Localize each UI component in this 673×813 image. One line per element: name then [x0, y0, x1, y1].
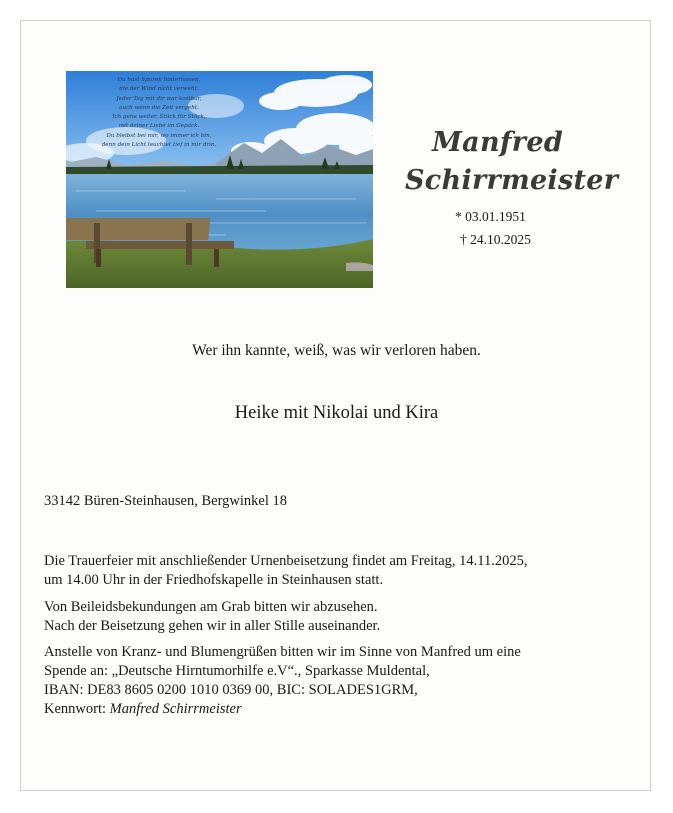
poem-text: Du hast Spuren hinterlassen, die der Wind nicht verweht. Jeder Tag mit dir war kostbar, auch wenn die Zeit vergeht. Ich gehe weiter, Stück für Stück, mit deiner Liebe im Gepäck. Du bleibst bei mir, wo immer ich bin, denn dein Licht leuchtet tief in mir drin.: [101, 77, 217, 149]
donation-info: Anstelle von Kranz- und Blumengrüßen bitten wir im Sinne von Manfred um eine Spende an: „Deutsche Hirntumorhilfe e.V“., Sparkasse Muldental, IBAN: DE83 8605 0200 1010 0369 00, BIC: SOLADES1GRM, Kennwort: Manfred Schirrmeister: [44, 643, 634, 719]
ceremony-info: Die Trauerfeier mit anschließender Urnenbeisetzung findet am Freitag, 14.11.2025, um 14.00 Uhr in der Friedhofskapelle in Steinhausen statt.: [44, 553, 528, 588]
deceased-name: [405, 124, 619, 200]
condolences-info: Von Beileidsbekundungen am Grab bitten wir abzusehen. Nach der Beisetzung gehen wir in aller Stille auseinander.: [44, 599, 381, 634]
last-name: Schirrmeister: [405, 165, 619, 196]
first-name: Manfred: [431, 127, 563, 158]
birth-date: * 03.01.1951: [455, 209, 526, 224]
death-date: † 24.10.2025: [460, 232, 531, 247]
memorial-quote: Wer ihn kannte, weiß, was wir verloren haben.: [192, 342, 481, 359]
donation-keyword: Kennwort: Manfred Schirrmeister: [44, 701, 242, 717]
mourners: Heike mit Nikolai und Kira: [234, 403, 439, 423]
address: 33142 Büren-Steinhausen, Bergwinkel 18: [44, 493, 287, 509]
lake-photo: [66, 71, 373, 288]
